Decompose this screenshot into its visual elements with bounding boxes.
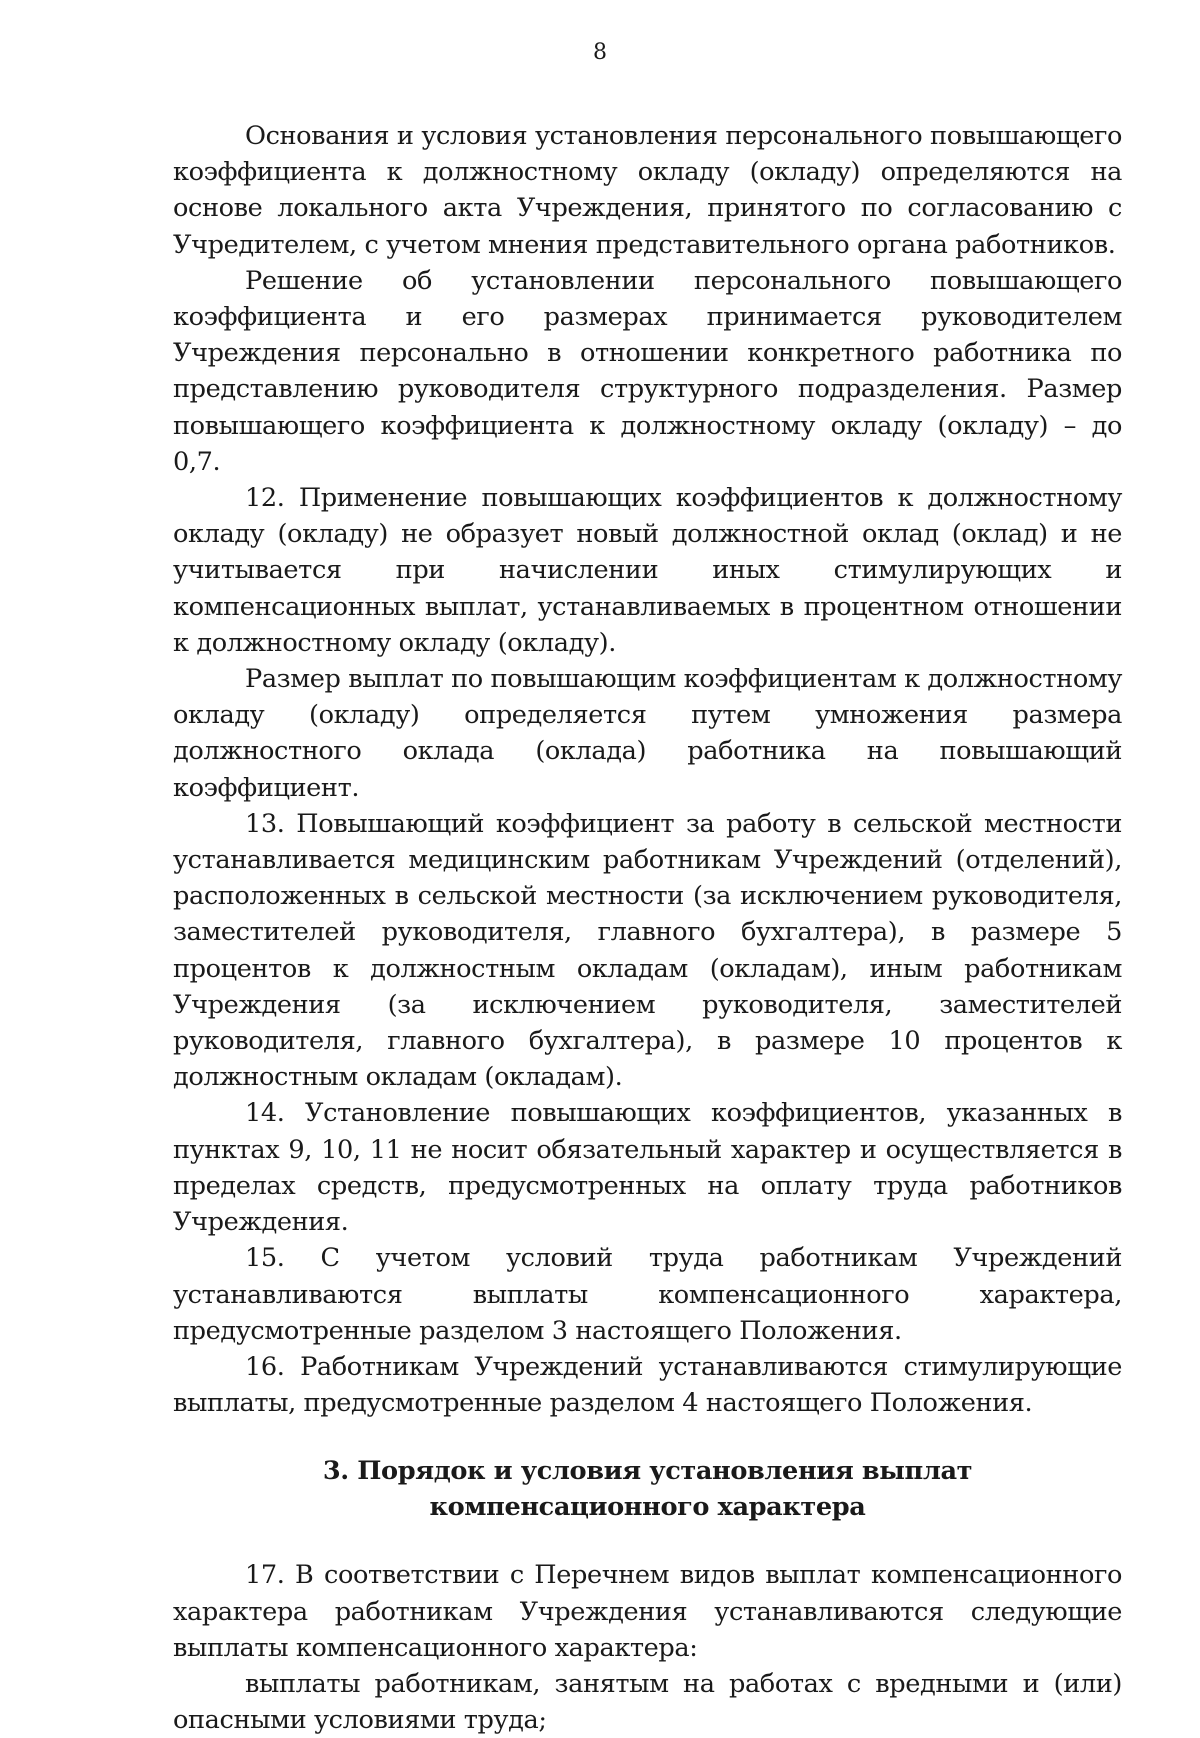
paragraph-personal-coefficient-decision: Решение об установлении персонального повышающего коэффициента и его размерах принимается руководителем Учреждения персонально в отношении конкретного работника по представлению руководителя структурного подразделения. Размер повышающего коэффициента к должностному окладу (окладу) – до 0,7. [173, 265, 1122, 477]
document-body [173, 118, 1122, 1738]
paragraph-payment-size: Размер выплат по повышающим коэффициентам к должностному окладу (окладу) определяется путем умножения размера должностного оклада (оклада) работника на повышающий коэффициент. [173, 664, 1122, 803]
paragraph-item-13: 13. Повышающий коэффициент за работу в сельской местности устанавливается медицинским работникам Учреждений (отделений), расположенных в сельской местности (за исключением руководителя, заместителей руководителя, главного бухгалтера), в размере 5 процентов к должностным окладам (окладам), иным работникам Учреждения (за исключением руководителя, заместителей руководителя, главного бухгалтера), в размере 10 процентов к должностным окладам (окладам). [173, 808, 1122, 1093]
paragraph-item-15: 15. С учетом условий труда работникам Учреждений устанавливаются выплаты компенсационного характера, предусмотренные разделом 3 настоящего Положения. [173, 1243, 1122, 1346]
paragraph-item-14: 14. Установление повышающих коэффициентов, указанных в пунктах 9, 10, 11 не носит обязательный характер и осуществляется в пределах средств, предусмотренных на оплату труда работников Учреждения. [173, 1098, 1122, 1238]
section-heading-line-2: компенсационного характера [429, 1492, 866, 1523]
paragraph-harmful-conditions: выплаты работникам, занятым на работах с вредными и (или) опасными условиями труда; [173, 1668, 1122, 1736]
paragraph-item-12: 12. Применение повышающих коэффициентов к должностному окладу (окладу) не образует новый должностной оклад (оклад) и не учитывается при начислении иных стимулирующих и компенсационных выплат, устанавливаемых в процентном отношении к должностному окладу (окладу). [173, 483, 1122, 658]
paragraph-item-17: 17. В соответствии с Перечнем видов выплат компенсационного характера работникам Учреждения устанавливаются следующие выплаты компенсационного характера: [173, 1560, 1122, 1663]
paragraph-item-16: 16. Работникам Учреждений устанавливаются стимулирующие выплаты, предусмотренные разделом 4 настоящего Положения. [173, 1351, 1122, 1419]
paragraph-personal-coefficient-basis: Основания и условия установления персонального повышающего коэффициента к должностному окладу (окладу) определяются на основе локального акта Учреждения, принятого по согласованию с Учредителем, с учетом мнения представительного органа работников. [173, 121, 1122, 260]
page-number: 8 [593, 40, 607, 65]
section-heading [173, 1453, 1122, 1525]
section-heading-line-1: 3. Порядок и условия установления выплат [322, 1456, 973, 1487]
